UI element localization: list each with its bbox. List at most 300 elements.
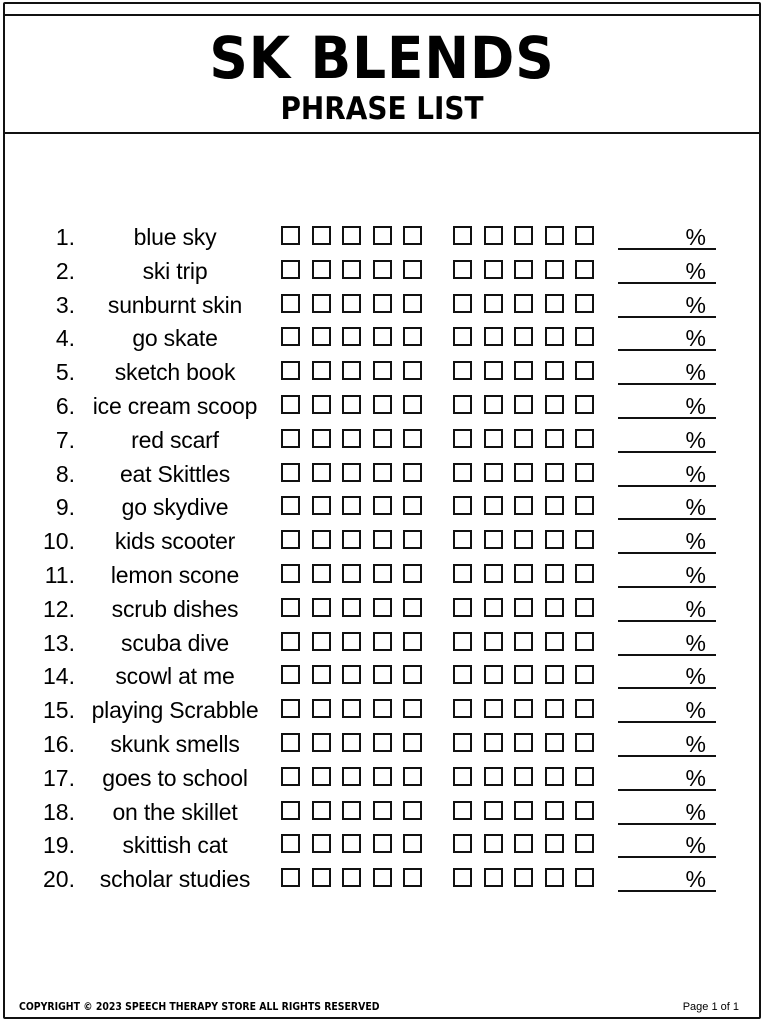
percent-blank[interactable] <box>618 389 716 419</box>
page-title: SK BLENDS <box>209 24 555 92</box>
percent-sign: % <box>685 528 706 555</box>
percent-blank[interactable] <box>618 423 716 453</box>
trial-checkbox[interactable] <box>342 327 361 346</box>
trial-checkbox[interactable] <box>545 598 564 617</box>
trial-checkbox[interactable] <box>514 801 533 820</box>
trial-checkbox[interactable] <box>453 361 472 380</box>
trial-checkbox[interactable] <box>545 260 564 279</box>
item-number: 10. <box>43 528 75 555</box>
trial-checkbox[interactable] <box>342 598 361 617</box>
trial-checkbox[interactable] <box>373 226 392 245</box>
trial-checkbox[interactable] <box>453 733 472 752</box>
copyright-notice: COPYRIGHT © 2023 SPEECH THERAPY STORE ALL RIGHTS RESERVED <box>19 1000 380 1013</box>
trial-checkbox[interactable] <box>403 834 422 853</box>
trial-checkbox[interactable] <box>281 767 300 786</box>
trial-checkbox[interactable] <box>453 564 472 583</box>
trial-checkbox[interactable] <box>281 801 300 820</box>
phrase-text: scrub dishes <box>111 595 239 622</box>
trial-checkbox[interactable] <box>545 294 564 313</box>
trial-checkbox[interactable] <box>484 834 503 853</box>
trial-checkbox[interactable] <box>514 868 533 887</box>
trial-checkbox[interactable] <box>373 327 392 346</box>
trial-checkbox[interactable] <box>484 429 503 448</box>
percent-blank[interactable] <box>618 795 716 825</box>
trial-checkbox[interactable] <box>373 361 392 380</box>
trial-checkbox[interactable] <box>312 260 331 279</box>
trial-checkbox[interactable] <box>575 834 594 853</box>
percent-sign: % <box>685 663 706 690</box>
trial-checkbox[interactable] <box>575 294 594 313</box>
percent-blank[interactable] <box>618 727 716 757</box>
trial-checkbox[interactable] <box>312 733 331 752</box>
trial-checkbox[interactable] <box>514 294 533 313</box>
percent-sign: % <box>685 562 706 588</box>
trial-checkbox[interactable] <box>514 463 533 482</box>
trial-checkbox[interactable] <box>373 733 392 752</box>
trial-checkbox[interactable] <box>373 868 392 887</box>
trial-checkbox[interactable] <box>373 496 392 515</box>
trial-checkbox[interactable] <box>403 868 422 887</box>
trial-checkbox[interactable] <box>342 496 361 515</box>
trial-checkbox[interactable] <box>281 260 300 279</box>
trial-checkbox[interactable] <box>342 361 361 380</box>
trial-checkbox[interactable] <box>342 564 361 583</box>
trial-checkbox[interactable] <box>403 327 422 346</box>
trial-checkbox[interactable] <box>514 767 533 786</box>
trial-checkbox[interactable] <box>545 801 564 820</box>
trial-checkbox[interactable] <box>281 632 300 651</box>
trial-checkbox[interactable] <box>453 294 472 313</box>
trial-checkbox[interactable] <box>484 260 503 279</box>
item-number: 2. <box>55 257 75 284</box>
list-item <box>5 761 759 795</box>
percent-sign: % <box>685 426 706 453</box>
list-item <box>5 862 759 896</box>
phrase-text: go skydive <box>121 494 229 521</box>
item-number: 17. <box>43 764 75 791</box>
trial-checkbox[interactable] <box>373 767 392 786</box>
trial-checkbox[interactable] <box>545 226 564 245</box>
trial-checkbox[interactable] <box>545 834 564 853</box>
percent-blank[interactable] <box>618 254 716 284</box>
trial-checkbox[interactable] <box>373 598 392 617</box>
trial-checkbox[interactable] <box>575 260 594 279</box>
trial-checkbox[interactable] <box>545 632 564 651</box>
percent-sign: % <box>685 832 706 859</box>
list-item <box>5 524 759 558</box>
trial-checkbox[interactable] <box>514 226 533 245</box>
trial-checkbox[interactable] <box>403 665 422 684</box>
trial-checkbox[interactable] <box>281 327 300 346</box>
trial-checkbox[interactable] <box>514 665 533 684</box>
trial-checkbox[interactable] <box>403 699 422 718</box>
list-item <box>5 288 759 322</box>
phrase-text: eat Skittles <box>119 460 231 487</box>
trial-checkbox[interactable] <box>312 834 331 853</box>
percent-blank[interactable] <box>618 761 716 791</box>
list-item <box>5 592 759 626</box>
item-number: 8. <box>55 460 75 487</box>
trial-checkbox[interactable] <box>453 665 472 684</box>
trial-checkbox[interactable] <box>373 260 392 279</box>
percent-blank[interactable] <box>618 355 716 385</box>
percent-sign: % <box>685 359 706 386</box>
trial-checkbox[interactable] <box>514 733 533 752</box>
item-number: 9. <box>55 494 75 521</box>
percent-blank[interactable] <box>618 659 716 689</box>
trial-checkbox[interactable] <box>312 699 331 718</box>
percent-blank[interactable] <box>618 288 716 318</box>
trial-checkbox[interactable] <box>575 801 594 820</box>
percent-sign: % <box>685 460 706 487</box>
phrase-text: sketch book <box>114 359 236 386</box>
percent-sign: % <box>685 764 706 791</box>
percent-sign: % <box>685 325 706 352</box>
trial-checkbox[interactable] <box>312 632 331 651</box>
trial-checkbox[interactable] <box>281 868 300 887</box>
trial-checkbox[interactable] <box>575 699 594 718</box>
trial-checkbox[interactable] <box>453 801 472 820</box>
item-number: 18. <box>43 798 75 825</box>
trial-checkbox[interactable] <box>514 395 533 414</box>
list-item <box>5 254 759 288</box>
trial-checkbox[interactable] <box>575 327 594 346</box>
trial-checkbox[interactable] <box>545 767 564 786</box>
item-number: 4. <box>55 325 75 352</box>
trial-checkbox[interactable] <box>575 767 594 786</box>
trial-checkbox[interactable] <box>342 395 361 414</box>
trial-checkbox[interactable] <box>484 868 503 887</box>
trial-checkbox[interactable] <box>575 361 594 380</box>
phrase-text: scholar studies <box>99 866 251 893</box>
item-number: 20. <box>43 866 75 893</box>
item-number: 16. <box>43 731 75 757</box>
trial-checkbox[interactable] <box>453 260 472 279</box>
trial-checkbox[interactable] <box>514 699 533 718</box>
list-item <box>5 659 759 693</box>
trial-checkbox[interactable] <box>342 733 361 752</box>
percent-blank[interactable] <box>618 592 716 622</box>
trial-checkbox[interactable] <box>373 395 392 414</box>
trial-checkbox[interactable] <box>403 395 422 414</box>
trial-checkbox[interactable] <box>575 598 594 617</box>
trial-checkbox[interactable] <box>373 564 392 583</box>
trial-checkbox[interactable] <box>575 733 594 752</box>
trial-checkbox[interactable] <box>281 496 300 515</box>
trial-checkbox[interactable] <box>453 530 472 549</box>
trial-checkbox[interactable] <box>545 463 564 482</box>
trial-checkbox[interactable] <box>453 496 472 515</box>
trial-checkbox[interactable] <box>514 598 533 617</box>
trial-checkbox[interactable] <box>453 834 472 853</box>
trial-checkbox[interactable] <box>403 733 422 752</box>
phrase-text: playing Scrabble <box>91 697 259 724</box>
trial-checkbox[interactable] <box>514 327 533 346</box>
trial-checkbox[interactable] <box>281 361 300 380</box>
percent-sign: % <box>685 291 706 318</box>
trial-checkbox[interactable] <box>281 395 300 414</box>
percent-sign: % <box>685 257 706 284</box>
phrase-text: ice cream scoop <box>92 393 258 419</box>
phrase-text: skunk smells <box>110 731 240 757</box>
phrase-text: skittish cat <box>122 832 228 859</box>
item-number: 3. <box>55 291 75 318</box>
trial-checkbox[interactable] <box>453 327 472 346</box>
percent-sign: % <box>685 595 706 622</box>
trial-checkbox[interactable] <box>514 361 533 380</box>
trial-checkbox[interactable] <box>514 834 533 853</box>
trial-checkbox[interactable] <box>453 767 472 786</box>
trial-checkbox[interactable] <box>312 767 331 786</box>
trial-checkbox[interactable] <box>281 294 300 313</box>
trial-checkbox[interactable] <box>484 564 503 583</box>
trial-checkbox[interactable] <box>281 733 300 752</box>
percent-blank[interactable] <box>618 693 716 723</box>
trial-checkbox[interactable] <box>484 395 503 414</box>
trial-checkbox[interactable] <box>403 429 422 448</box>
trial-checkbox[interactable] <box>484 733 503 752</box>
trial-checkbox[interactable] <box>484 361 503 380</box>
trial-checkbox[interactable] <box>453 463 472 482</box>
item-number: 6. <box>55 393 75 419</box>
trial-checkbox[interactable] <box>342 530 361 549</box>
percent-blank[interactable] <box>618 626 716 656</box>
trial-checkbox[interactable] <box>575 665 594 684</box>
trial-checkbox[interactable] <box>453 699 472 718</box>
trial-checkbox[interactable] <box>545 733 564 752</box>
trial-checkbox[interactable] <box>453 395 472 414</box>
list-item <box>5 220 759 254</box>
trial-checkbox[interactable] <box>342 665 361 684</box>
trial-checkbox[interactable] <box>281 598 300 617</box>
trial-checkbox[interactable] <box>484 463 503 482</box>
trial-checkbox[interactable] <box>575 632 594 651</box>
trial-checkbox[interactable] <box>484 294 503 313</box>
trial-checkbox[interactable] <box>403 564 422 583</box>
trial-checkbox[interactable] <box>373 699 392 718</box>
list-item <box>5 693 759 727</box>
trial-checkbox[interactable] <box>403 496 422 515</box>
phrase-text: scuba dive <box>121 629 229 656</box>
item-number: 19. <box>43 832 75 859</box>
trial-checkbox[interactable] <box>312 294 331 313</box>
trial-checkbox[interactable] <box>373 294 392 313</box>
trial-checkbox[interactable] <box>342 767 361 786</box>
trial-checkbox[interactable] <box>484 598 503 617</box>
trial-checkbox[interactable] <box>575 496 594 515</box>
item-number: 13. <box>43 629 75 656</box>
percent-blank[interactable] <box>618 490 716 520</box>
trial-checkbox[interactable] <box>514 530 533 549</box>
trial-checkbox[interactable] <box>484 327 503 346</box>
trial-checkbox[interactable] <box>403 767 422 786</box>
trial-checkbox[interactable] <box>514 260 533 279</box>
phrase-text: ski trip <box>142 257 208 284</box>
trial-checkbox[interactable] <box>403 530 422 549</box>
trial-checkbox[interactable] <box>281 429 300 448</box>
phrase-text: sunburnt skin <box>107 291 243 318</box>
trial-checkbox[interactable] <box>312 801 331 820</box>
trial-checkbox[interactable] <box>373 530 392 549</box>
trial-checkbox[interactable] <box>545 564 564 583</box>
trial-checkbox[interactable] <box>575 868 594 887</box>
percent-blank[interactable] <box>618 524 716 554</box>
trial-checkbox[interactable] <box>312 226 331 245</box>
trial-checkbox[interactable] <box>453 868 472 887</box>
item-number: 5. <box>55 359 75 386</box>
trial-checkbox[interactable] <box>514 496 533 515</box>
trial-checkbox[interactable] <box>342 632 361 651</box>
header-banner <box>5 14 759 134</box>
trial-checkbox[interactable] <box>342 429 361 448</box>
percent-blank[interactable] <box>618 220 716 250</box>
trial-checkbox[interactable] <box>545 868 564 887</box>
trial-checkbox[interactable] <box>484 767 503 786</box>
trial-checkbox[interactable] <box>514 429 533 448</box>
trial-checkbox[interactable] <box>342 226 361 245</box>
list-item <box>5 457 759 491</box>
phrase-text: on the skillet <box>112 798 238 825</box>
trial-checkbox[interactable] <box>312 665 331 684</box>
trial-checkbox[interactable] <box>312 598 331 617</box>
trial-checkbox[interactable] <box>484 496 503 515</box>
trial-checkbox[interactable] <box>373 463 392 482</box>
list-item <box>5 490 759 524</box>
item-number: 12. <box>43 595 75 622</box>
trial-checkbox[interactable] <box>575 530 594 549</box>
trial-checkbox[interactable] <box>281 564 300 583</box>
trial-checkbox[interactable] <box>403 294 422 313</box>
trial-checkbox[interactable] <box>281 530 300 549</box>
trial-checkbox[interactable] <box>403 361 422 380</box>
trial-checkbox[interactable] <box>545 699 564 718</box>
trial-checkbox[interactable] <box>281 834 300 853</box>
trial-checkbox[interactable] <box>403 632 422 651</box>
trial-checkbox[interactable] <box>342 868 361 887</box>
percent-sign: % <box>685 494 706 521</box>
percent-sign: % <box>685 866 706 893</box>
trial-checkbox[interactable] <box>514 564 533 583</box>
percent-sign: % <box>685 697 706 724</box>
list-item <box>5 558 759 592</box>
percent-sign: % <box>685 224 706 250</box>
percent-sign: % <box>685 798 706 825</box>
trial-checkbox[interactable] <box>403 226 422 245</box>
trial-checkbox[interactable] <box>484 665 503 684</box>
phrase-text: lemon scone <box>110 562 240 588</box>
trial-checkbox[interactable] <box>342 801 361 820</box>
trial-checkbox[interactable] <box>281 665 300 684</box>
trial-checkbox[interactable] <box>545 395 564 414</box>
trial-checkbox[interactable] <box>484 801 503 820</box>
trial-checkbox[interactable] <box>484 530 503 549</box>
trial-checkbox[interactable] <box>575 429 594 448</box>
trial-checkbox[interactable] <box>342 260 361 279</box>
trial-checkbox[interactable] <box>575 395 594 414</box>
list-item <box>5 828 759 862</box>
worksheet-page <box>3 2 761 1019</box>
trial-checkbox[interactable] <box>312 564 331 583</box>
trial-checkbox[interactable] <box>575 226 594 245</box>
percent-blank[interactable] <box>618 862 716 892</box>
phrase-text: scowl at me <box>115 663 235 690</box>
phrase-text: kids scooter <box>114 528 236 555</box>
trial-checkbox[interactable] <box>342 834 361 853</box>
trial-checkbox[interactable] <box>312 327 331 346</box>
trial-checkbox[interactable] <box>545 429 564 448</box>
trial-checkbox[interactable] <box>545 496 564 515</box>
percent-sign: % <box>685 731 706 757</box>
trial-checkbox[interactable] <box>312 868 331 887</box>
list-item <box>5 389 759 423</box>
trial-checkbox[interactable] <box>373 632 392 651</box>
trial-checkbox[interactable] <box>514 632 533 651</box>
trial-checkbox[interactable] <box>312 530 331 549</box>
list-item <box>5 321 759 355</box>
trial-checkbox[interactable] <box>453 226 472 245</box>
trial-checkbox[interactable] <box>575 463 594 482</box>
phrase-text: go skate <box>132 325 218 352</box>
trial-checkbox[interactable] <box>484 226 503 245</box>
percent-blank[interactable] <box>618 828 716 858</box>
trial-checkbox[interactable] <box>373 834 392 853</box>
trial-checkbox[interactable] <box>484 632 503 651</box>
trial-checkbox[interactable] <box>545 361 564 380</box>
percent-blank[interactable] <box>618 558 716 588</box>
trial-checkbox[interactable] <box>453 429 472 448</box>
trial-checkbox[interactable] <box>484 699 503 718</box>
list-item <box>5 423 759 457</box>
item-number: 15. <box>43 697 75 724</box>
trial-checkbox[interactable] <box>312 463 331 482</box>
trial-checkbox[interactable] <box>545 665 564 684</box>
trial-checkbox[interactable] <box>403 260 422 279</box>
trial-checkbox[interactable] <box>453 632 472 651</box>
item-number: 14. <box>43 663 75 690</box>
trial-checkbox[interactable] <box>312 361 331 380</box>
trial-checkbox[interactable] <box>373 429 392 448</box>
trial-checkbox[interactable] <box>403 598 422 617</box>
phrase-text: blue sky <box>133 224 217 250</box>
page-number: Page 1 of 1 <box>682 1001 739 1013</box>
trial-checkbox[interactable] <box>312 496 331 515</box>
item-number: 11. <box>44 562 75 588</box>
percent-blank[interactable] <box>618 457 716 487</box>
phrase-text: goes to school <box>102 764 248 791</box>
trial-checkbox[interactable] <box>312 395 331 414</box>
trial-checkbox[interactable] <box>342 699 361 718</box>
trial-checkbox[interactable] <box>403 801 422 820</box>
percent-blank[interactable] <box>618 321 716 351</box>
trial-checkbox[interactable] <box>545 530 564 549</box>
trial-checkbox[interactable] <box>403 463 422 482</box>
trial-checkbox[interactable] <box>575 564 594 583</box>
phrase-text: red scarf <box>131 426 219 453</box>
trial-checkbox[interactable] <box>373 665 392 684</box>
trial-checkbox[interactable] <box>281 463 300 482</box>
trial-checkbox[interactable] <box>342 463 361 482</box>
item-number: 1. <box>55 224 75 250</box>
trial-checkbox[interactable] <box>312 429 331 448</box>
trial-checkbox[interactable] <box>373 801 392 820</box>
trial-checkbox[interactable] <box>281 226 300 245</box>
trial-checkbox[interactable] <box>545 327 564 346</box>
trial-checkbox[interactable] <box>342 294 361 313</box>
list-item <box>5 795 759 829</box>
trial-checkbox[interactable] <box>281 699 300 718</box>
list-item <box>5 626 759 660</box>
trial-checkbox[interactable] <box>453 598 472 617</box>
